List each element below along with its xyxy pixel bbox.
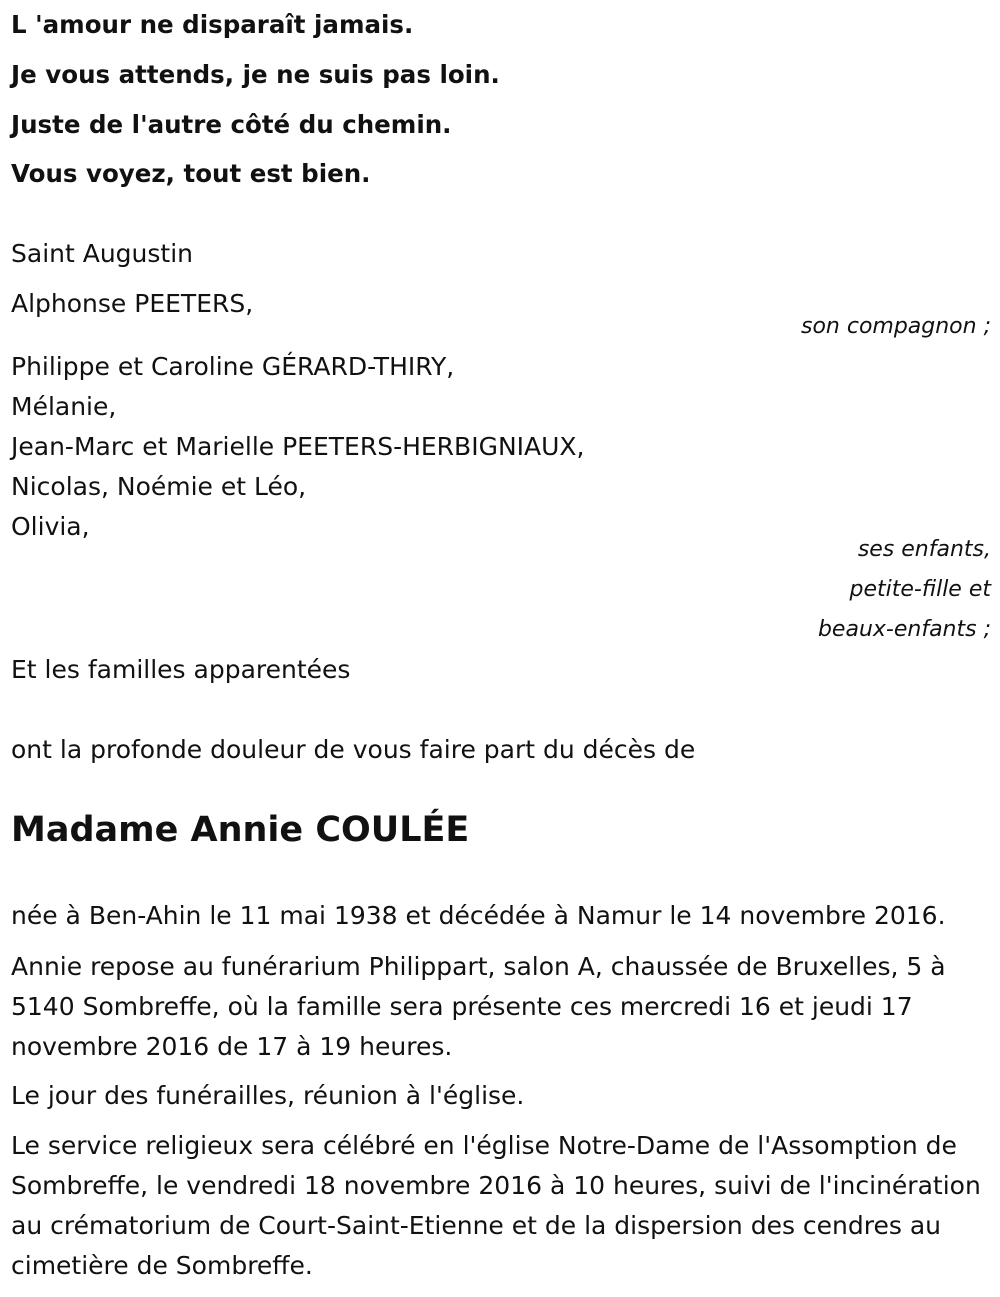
funeral-day-paragraph: Le jour des funérailles, réunion à l'église.	[11, 1081, 525, 1110]
poem-line: Vous voyez, tout est bien.	[11, 159, 371, 188]
deceased-name: Madame Annie COULÉE	[11, 810, 470, 850]
birth-death-paragraph: née à Ben-Ahin le 11 mai 1938 et décédée à Namur le 14 novembre 2016.	[11, 901, 946, 930]
child-name: Olivia,	[11, 512, 90, 541]
announcement-text: ont la profonde douleur de vous faire part du décès de	[11, 735, 696, 764]
child-name: Mélanie,	[11, 392, 117, 421]
service-paragraph: Le service religieux sera célébré en l'église Notre-Dame de l'Assomption de Sombreffe, le vendredi 18 novembre 2016 à 10 heures, suivi de l'incinération au crématorium de Court-Saint-Etienne et de la dispersion des cendres au cimetière de Sombreffe.	[11, 1131, 981, 1280]
visitation-paragraph: Annie repose au funérarium Philippart, salon A, chaussée de Bruxelles, 5 à 5140 Sombreffe, où la famille sera présente ces mercredi 16 et jeudi 17 novembre 2016 de 17 à 19 heures.	[11, 952, 946, 1061]
poem-attribution: Saint Augustin	[11, 239, 194, 268]
children-role: beaux-enfants ;	[817, 617, 991, 642]
child-name: Philippe et Caroline GÉRARD-THIRY,	[11, 352, 455, 381]
companion-role: son compagnon ;	[800, 314, 991, 339]
child-name: Jean-Marc et Marielle PEETERS-HERBIGNIAUX,	[11, 432, 585, 461]
child-name: Nicolas, Noémie et Léo,	[11, 472, 307, 501]
children-role: ses enfants,	[857, 537, 991, 562]
poem-line: Je vous attends, je ne suis pas loin.	[11, 60, 500, 89]
children-role: petite-fille et	[849, 577, 991, 602]
poem-line: L 'amour ne disparaît jamais.	[11, 10, 414, 39]
poem-line: Juste de l'autre côté du chemin.	[11, 110, 452, 139]
extended-family: Et les familles apparentées	[11, 655, 351, 684]
companion-name: Alphonse PEETERS,	[11, 289, 254, 318]
